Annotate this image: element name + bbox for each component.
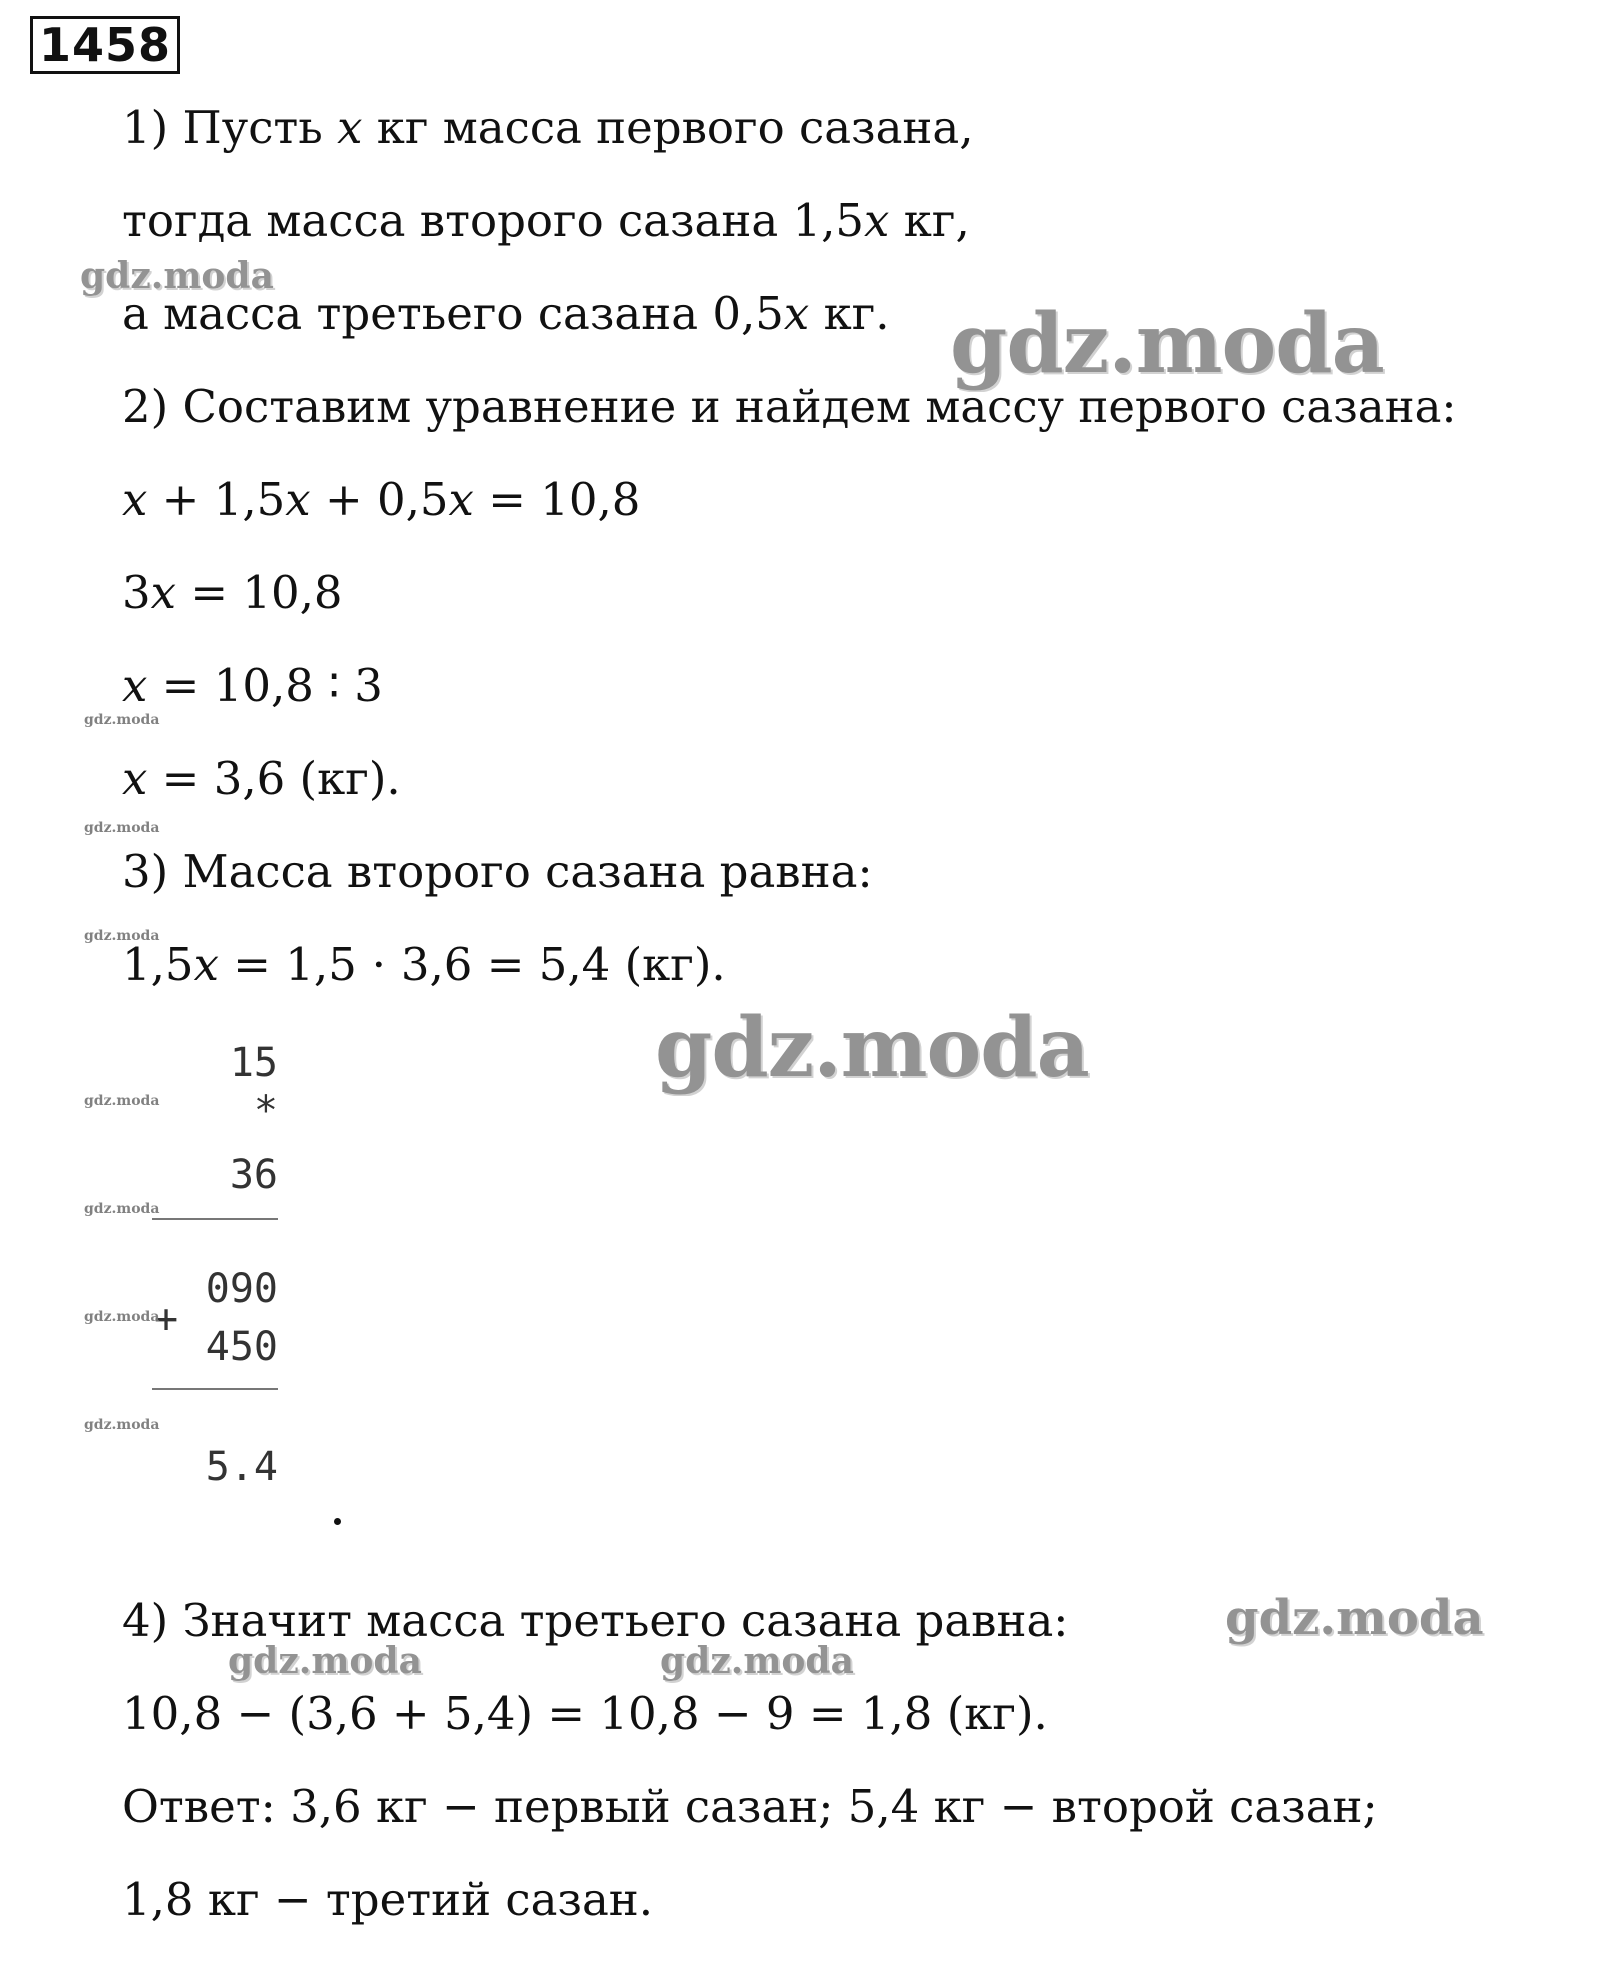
watermark-logo: gdz.moda <box>228 1640 422 1682</box>
watermark-logo: gdz.moda <box>655 1000 1089 1096</box>
step-4-heading: 4) Значит масса третьего сазана равна: <box>122 1594 1069 1647</box>
watermark-logo: gdz.moda <box>84 1309 160 1325</box>
equation-2: 3𝑥 = 10,8 <box>122 566 343 619</box>
step-2-heading: 2) Составим уравнение и найдем массу первого сазана: <box>122 380 1457 433</box>
watermark-logo: gdz.moda <box>660 1640 854 1682</box>
step-1-line-1: 1) Пусть 𝑥 кг масса первого сазана, <box>122 101 974 154</box>
step-4-calculation: 10,8 − (3,6 + 5,4) = 10,8 − 9 = 1,8 (кг). <box>122 1687 1048 1740</box>
column-multiplier: 36 <box>229 1152 278 1198</box>
step-3-calculation: 1,5𝑥 = 1,5 ⋅ 3,6 = 5,4 (кг). <box>122 938 726 991</box>
watermark-logo: gdz.moda <box>80 255 274 297</box>
column-partial-1: 090 <box>205 1266 278 1312</box>
column-plus-sign: + <box>154 1296 179 1342</box>
watermark-logo: gdz.moda <box>950 296 1384 392</box>
column-rule-1 <box>152 1218 278 1220</box>
equation-3: 𝑥 = 10,8 ∶ 3 <box>122 659 383 712</box>
column-result: 5.4 <box>205 1444 278 1490</box>
step-1-line-3: а масса третьего сазана 0,5𝑥 кг. <box>122 287 890 340</box>
watermark-logo: gdz.moda <box>1225 1590 1484 1646</box>
step-3-heading: 3) Масса второго сазана равна: <box>122 845 873 898</box>
column-rule-2 <box>152 1388 278 1390</box>
problem-number: 1458 <box>30 16 180 74</box>
column-multiplication <box>130 1040 290 1520</box>
column-partial-2: 450 <box>205 1324 278 1370</box>
watermark-logo: gdz.moda <box>84 1093 160 1109</box>
column-multiplicand: 15 <box>229 1040 278 1086</box>
watermark-logo: gdz.moda <box>84 820 160 836</box>
trailing-dot <box>334 1518 341 1525</box>
watermark-logo: gdz.moda <box>84 928 160 944</box>
step-1-line-2: тогда масса второго сазана 1,5𝑥 кг, <box>122 194 970 247</box>
equation-1: 𝑥 + 1,5𝑥 + 0,5𝑥 = 10,8 <box>122 473 641 526</box>
watermark-logo: gdz.moda <box>84 1417 160 1433</box>
watermark-logo: gdz.moda <box>84 712 160 728</box>
answer-line-2: 1,8 кг − третий сазан. <box>122 1873 654 1926</box>
answer-line-1: Ответ: 3,6 кг − первый сазан; 5,4 кг − второй сазан; <box>122 1780 1378 1833</box>
column-operator: * <box>253 1088 278 1134</box>
watermark-logo: gdz.moda <box>84 1201 160 1217</box>
equation-4: 𝑥 = 3,6 (кг). <box>122 752 401 805</box>
